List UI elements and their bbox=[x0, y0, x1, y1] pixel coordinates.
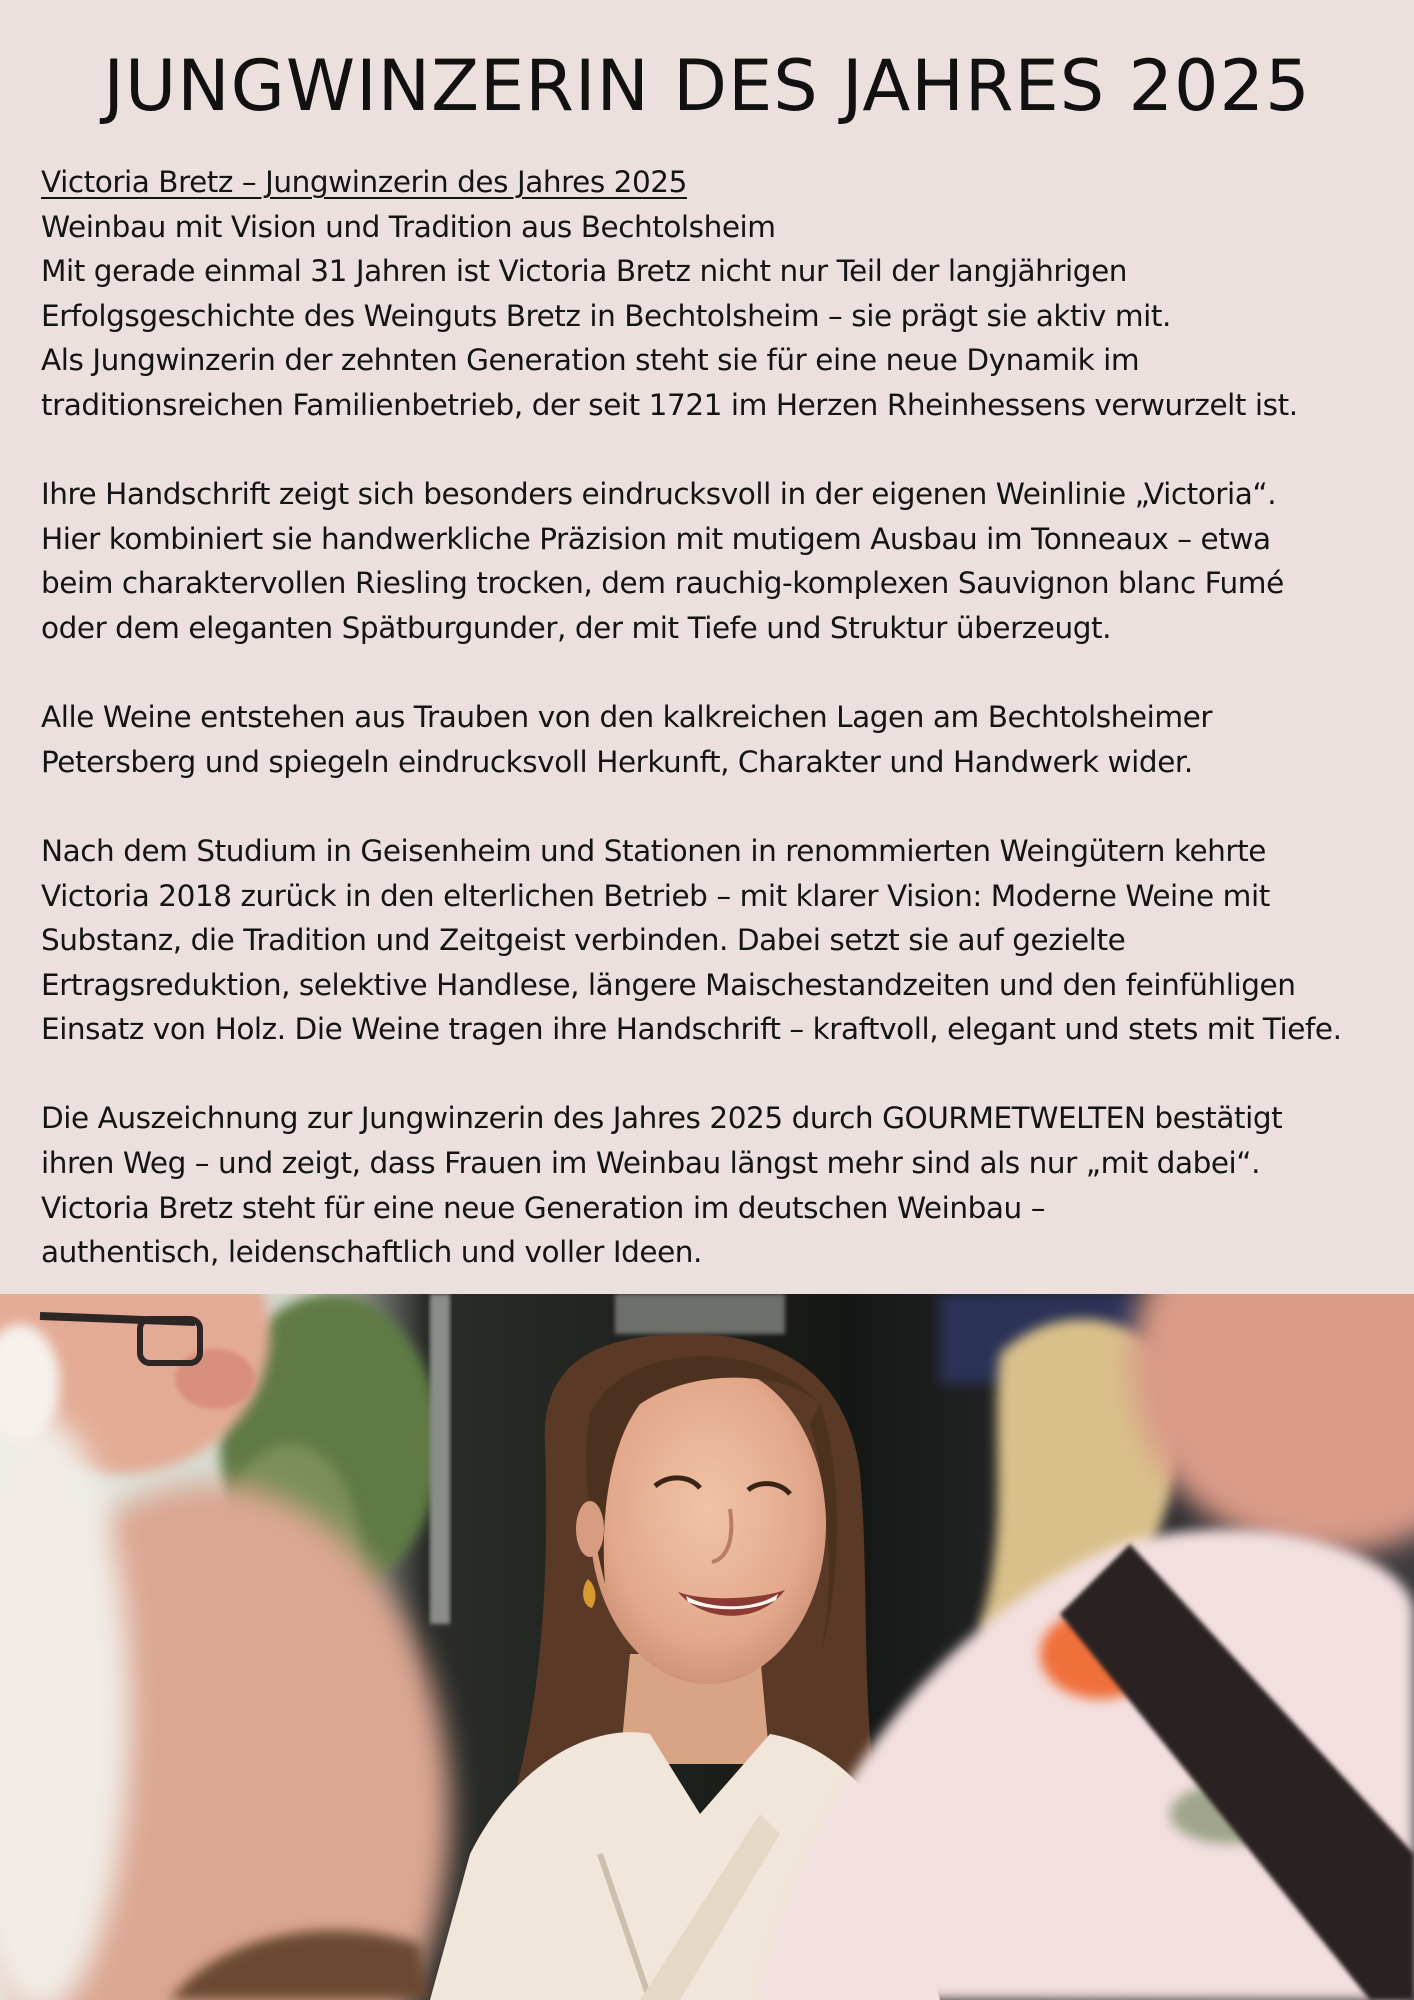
text-line: Nach dem Studium in Geisenheim und Stationen in renommierten Weingütern kehrte bbox=[41, 833, 1266, 868]
text-line: Substanz, die Tradition und Zeitgeist verbinden. Dabei setzt sie auf gezielte bbox=[41, 923, 1126, 958]
text-line: Mit gerade einmal 31 Jahren ist Victoria Bretz nicht nur Teil der langjährigen bbox=[41, 254, 1128, 289]
photo-tent-pole bbox=[430, 1294, 450, 1624]
paragraph-award bbox=[41, 1096, 1411, 1274]
text-line: beim charaktervollen Riesling trocken, dem rauchig-komplexen Sauvignon blanc Fumé bbox=[41, 566, 1284, 601]
paragraph-vineyards bbox=[41, 695, 1411, 784]
article-subheading: Victoria Bretz – Jungwinzerin des Jahres 2025 bbox=[41, 165, 687, 199]
text-line: Ertragsreduktion, selektive Handlese, längere Maischestandzeiten und den feinfühligen bbox=[41, 967, 1296, 1002]
paragraph-intro bbox=[41, 160, 1411, 428]
text-line: Victoria Bretz steht für eine neue Generation im deutschen Weinbau – bbox=[41, 1190, 1046, 1225]
text-line: Einsatz von Holz. Die Weine tragen ihre Handschrift – kraftvoll, elegant und stets mit Tiefe. bbox=[41, 1012, 1342, 1047]
text-line: ihren Weg – und zeigt, dass Frauen im Weinbau längst mehr sind als nur „mit dabei“. bbox=[41, 1146, 1261, 1181]
article-body bbox=[41, 160, 1411, 1275]
text-line: Petersberg und spiegeln eindrucksvoll Herkunft, Charakter und Handwerk wider. bbox=[41, 744, 1193, 779]
page-title: JUNGWINZERIN DES JAHRES 2025 bbox=[103, 45, 1311, 127]
text-line: authentisch, leidenschaftlich und voller Ideen. bbox=[41, 1235, 702, 1270]
text-line: Hier kombiniert sie handwerkliche Präzision mit mutigem Ausbau im Tonneaux – etwa bbox=[41, 521, 1271, 556]
text-line: Erfolgsgeschichte des Weinguts Bretz in Bechtolsheim – sie prägt sie aktiv mit. bbox=[41, 298, 1171, 333]
portrait-photo bbox=[0, 1294, 1414, 2000]
paragraph-career bbox=[41, 829, 1411, 1052]
text-line: Victoria 2018 zurück in den elterlichen Betrieb – mit klarer Vision: Moderne Weine mit bbox=[41, 878, 1270, 913]
text-line: Die Auszeichnung zur Jungwinzerin des Jahres 2025 durch GOURMETWELTEN bestätigt bbox=[41, 1101, 1283, 1136]
paragraph-wine-line bbox=[41, 472, 1411, 650]
text-line: Als Jungwinzerin der zehnten Generation steht sie für eine neue Dynamik im bbox=[41, 343, 1140, 378]
text-line: Alle Weine entstehen aus Trauben von den kalkreichen Lagen am Bechtolsheimer bbox=[41, 700, 1212, 735]
text-line: Ihre Handschrift zeigt sich besonders eindrucksvoll in der eigenen Weinlinie „Victoria“. bbox=[41, 477, 1277, 512]
text-line: Weinbau mit Vision und Tradition aus Bechtolsheim bbox=[41, 209, 776, 244]
text-line: oder dem eleganten Spätburgunder, der mit Tiefe und Struktur überzeugt. bbox=[41, 610, 1112, 645]
text-line: traditionsreichen Familienbetrieb, der seit 1721 im Herzen Rheinhessens verwurzelt ist. bbox=[41, 387, 1298, 422]
